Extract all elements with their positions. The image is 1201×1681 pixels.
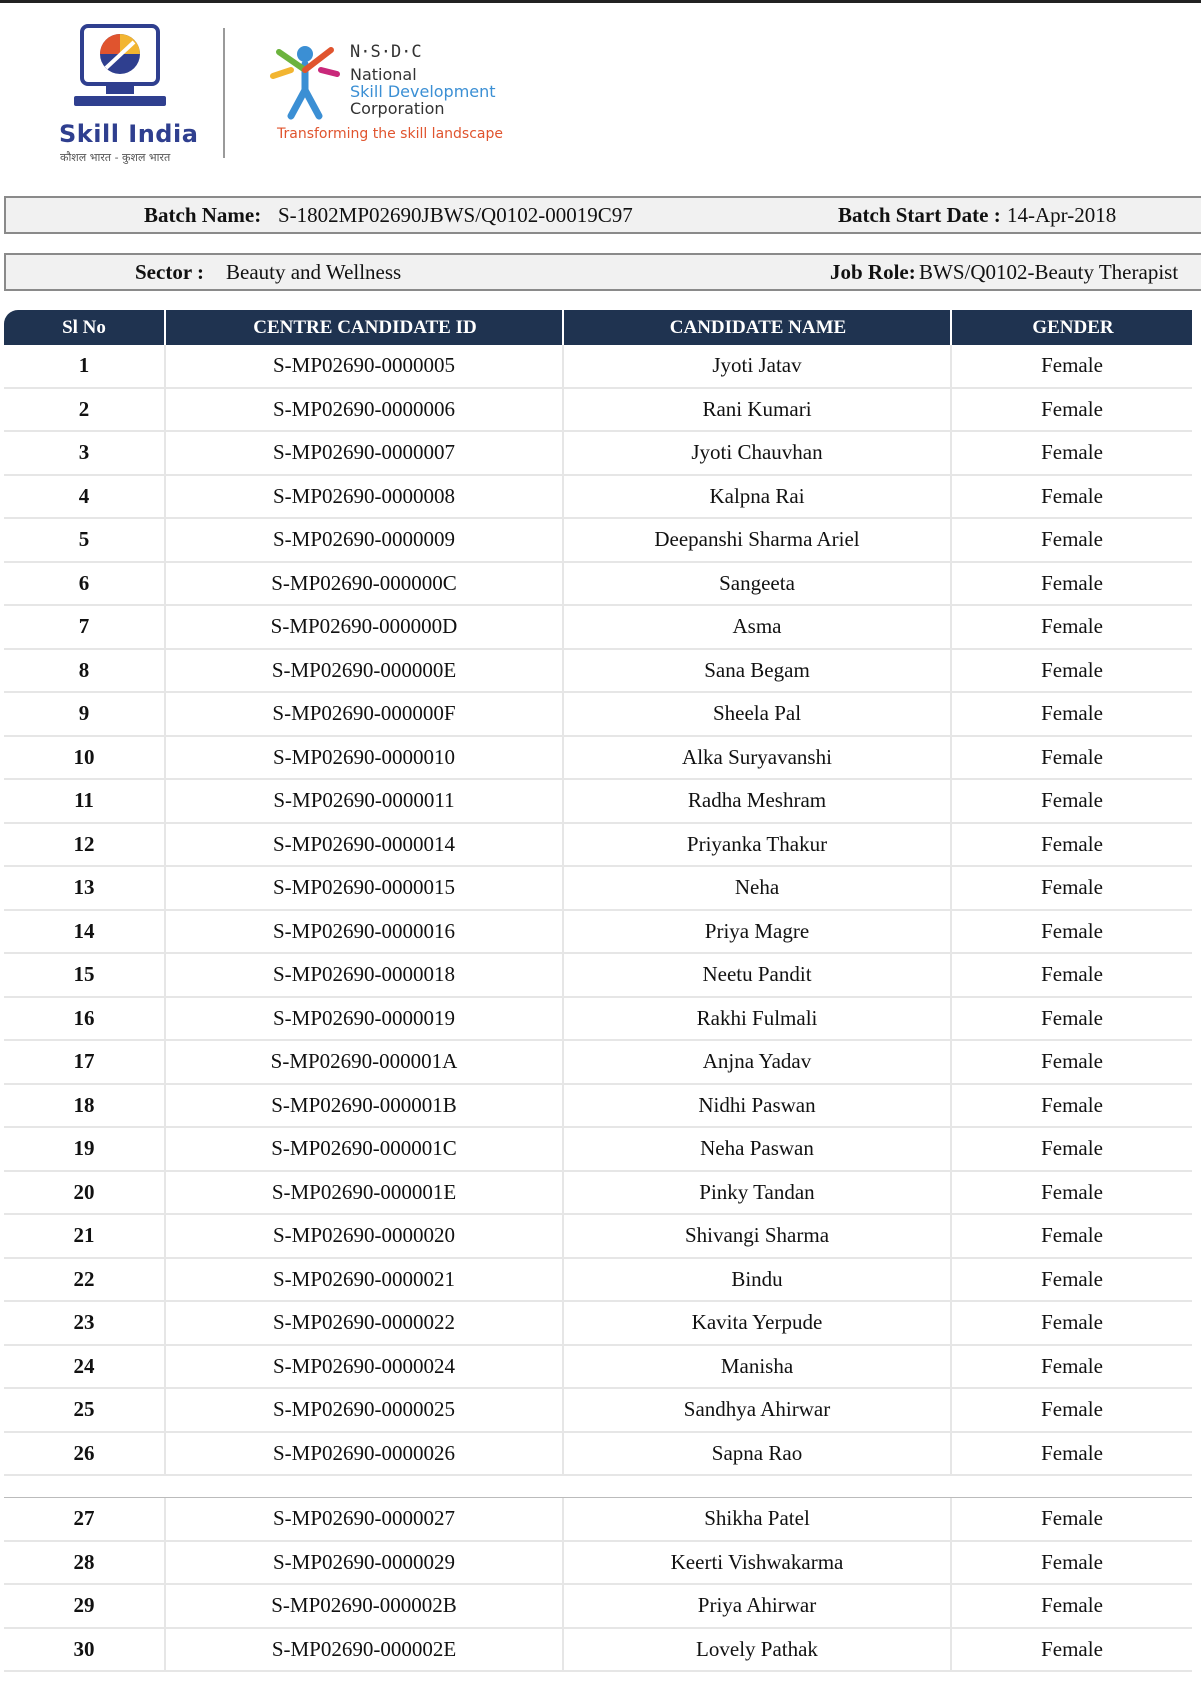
cell-candidate-name: Priyanka Thakur <box>562 824 950 866</box>
cell-gender: Female <box>950 519 1192 561</box>
table-body-page2 <box>4 1497 1192 1672</box>
cell-gender: Female <box>950 998 1192 1040</box>
cell-candidate-name: Manisha <box>562 1346 950 1388</box>
cell-gender: Female <box>950 345 1192 387</box>
cell-candidate-id: S-MP02690-0000008 <box>164 476 562 518</box>
cell-candidate-name: Sheela Pal <box>562 693 950 735</box>
cell-gender: Female <box>950 1433 1192 1475</box>
sector-value: Beauty and Wellness <box>226 260 402 284</box>
batch-name-value: S-1802MP02690JBWS/Q0102-00019C97 <box>278 203 633 227</box>
batch-name-label: Batch Name: <box>144 203 262 227</box>
cell-candidate-id: S-MP02690-0000015 <box>164 867 562 909</box>
table-row <box>4 1346 1192 1390</box>
cell-sl-no: 23 <box>73 1310 95 1334</box>
cell-sl-no: 11 <box>74 788 94 812</box>
table-row <box>4 1542 1192 1586</box>
cell-gender: Female <box>950 1215 1192 1257</box>
cell-candidate-name: Deepanshi Sharma Ariel <box>562 519 950 561</box>
cell-candidate-name: Lovely Pathak <box>562 1629 950 1671</box>
table-row <box>4 1389 1192 1433</box>
table-row <box>4 1433 1192 1477</box>
cell-sl-no: 1 <box>78 353 90 377</box>
cell-gender: Female <box>950 1389 1192 1431</box>
cell-candidate-name: Rakhi Fulmali <box>562 998 950 1040</box>
skill-india-tagline: कौशल भारत - कुशल भारत <box>60 151 171 164</box>
header-candidate-id: CENTRE CANDIDATE ID <box>164 310 564 345</box>
cell-sl-no: 17 <box>73 1049 95 1073</box>
table-row <box>4 911 1192 955</box>
cell-candidate-name: Sana Begam <box>562 650 950 692</box>
table-body-page1 <box>4 345 1192 1476</box>
cell-gender: Female <box>950 1302 1192 1344</box>
cell-candidate-id: S-MP02690-000000F <box>164 693 562 735</box>
cell-candidate-id: S-MP02690-000001E <box>164 1172 562 1214</box>
cell-gender: Female <box>950 1041 1192 1083</box>
cell-candidate-id: S-MP02690-000001A <box>164 1041 562 1083</box>
cell-sl-no: 21 <box>73 1223 95 1247</box>
cell-gender: Female <box>950 1585 1192 1627</box>
cell-candidate-id: S-MP02690-0000014 <box>164 824 562 866</box>
cell-candidate-id: S-MP02690-0000029 <box>164 1542 562 1584</box>
cell-candidate-name: Nidhi Paswan <box>562 1085 950 1127</box>
cell-sl-no: 22 <box>73 1266 95 1291</box>
cell-candidate-name: Neha Paswan <box>562 1128 950 1170</box>
cell-gender: Female <box>950 1542 1192 1584</box>
cell-candidate-id: S-MP02690-000000D <box>164 606 562 648</box>
batch-start-value: 14-Apr-2018 <box>1007 203 1117 227</box>
nsdc-figure-icon <box>265 40 345 120</box>
table-row <box>4 780 1192 824</box>
cell-candidate-name: Jyoti Chauvhan <box>562 432 950 474</box>
header-sl-no: Sl No <box>62 317 106 338</box>
top-border-line <box>0 0 1201 3</box>
table-row <box>4 954 1192 998</box>
cell-sl-no: 18 <box>73 1092 95 1117</box>
logo-divider <box>223 28 225 158</box>
cell-sl-no: 14 <box>73 918 95 943</box>
cell-sl-no: 4 <box>78 483 90 508</box>
cell-candidate-id: S-MP02690-000001C <box>164 1128 562 1170</box>
table-header <box>4 310 1192 345</box>
nsdc-logo <box>265 40 535 160</box>
cell-gender: Female <box>950 737 1192 779</box>
nsdc-name-line2: Skill Development <box>350 82 496 101</box>
cell-candidate-id: S-MP02690-0000016 <box>164 911 562 953</box>
cell-sl-no: 5 <box>78 527 90 551</box>
cell-sl-no: 7 <box>78 614 90 638</box>
table-row <box>4 1215 1192 1259</box>
cell-candidate-name: Jyoti Jatav <box>562 345 950 387</box>
table-row <box>4 1172 1192 1216</box>
cell-gender: Female <box>950 606 1192 648</box>
cell-candidate-id: S-MP02690-0000026 <box>164 1433 562 1475</box>
skill-india-name: Skill India <box>59 120 199 148</box>
cell-candidate-name: Neetu Pandit <box>562 954 950 996</box>
cell-sl-no: 3 <box>78 440 90 464</box>
cell-candidate-name: Anjna Yadav <box>562 1041 950 1083</box>
skill-india-logo <box>56 24 199 174</box>
table-row <box>4 345 1192 389</box>
skill-india-monitor-icon <box>70 24 170 114</box>
cell-gender: Female <box>950 1172 1192 1214</box>
header-candidate-name: CANDIDATE NAME <box>562 310 952 345</box>
sector-label: Sector : <box>135 260 204 284</box>
table-row <box>4 824 1192 868</box>
cell-candidate-name: Pinky Tandan <box>562 1172 950 1214</box>
cell-candidate-id: S-MP02690-000002E <box>164 1629 562 1671</box>
cell-sl-no: 10 <box>73 744 95 769</box>
cell-gender: Female <box>950 824 1192 866</box>
cell-sl-no: 15 <box>73 962 95 986</box>
cell-gender: Female <box>950 389 1192 431</box>
cell-gender: Female <box>950 1128 1192 1170</box>
header-gender: GENDER <box>950 310 1194 345</box>
cell-candidate-name: Radha Meshram <box>562 780 950 822</box>
cell-gender: Female <box>950 780 1192 822</box>
cell-sl-no: 9 <box>78 701 90 725</box>
cell-candidate-name: Sapna Rao <box>562 1433 950 1475</box>
cell-sl-no: 13 <box>73 875 95 899</box>
cell-gender: Female <box>950 911 1192 953</box>
table-row <box>4 998 1192 1042</box>
cell-candidate-id: S-MP02690-000002B <box>164 1585 562 1627</box>
cell-candidate-id: S-MP02690-0000018 <box>164 954 562 996</box>
nsdc-tagline: Transforming the skill landscape <box>277 126 503 142</box>
nsdc-abbreviation: N·S·D·C <box>350 42 422 62</box>
table-row <box>4 389 1192 433</box>
cell-sl-no: 29 <box>73 1593 95 1617</box>
batch-info-bar <box>4 196 1201 234</box>
cell-candidate-name: Asma <box>562 606 950 648</box>
cell-candidate-name: Shikha Patel <box>562 1498 950 1540</box>
cell-sl-no: 28 <box>73 1549 95 1574</box>
cell-gender: Female <box>950 954 1192 996</box>
cell-candidate-name: Bindu <box>562 1259 950 1301</box>
cell-candidate-id: S-MP02690-0000025 <box>164 1389 562 1431</box>
cell-candidate-id: S-MP02690-000001B <box>164 1085 562 1127</box>
cell-candidate-name: Rani Kumari <box>562 389 950 431</box>
table-row <box>4 650 1192 694</box>
cell-sl-no: 2 <box>78 396 90 421</box>
cell-candidate-id: S-MP02690-0000005 <box>164 345 562 387</box>
job-role-label: Job Role: <box>830 260 916 284</box>
table-row <box>4 693 1192 737</box>
table-row <box>4 1302 1192 1346</box>
cell-candidate-name: Shivangi Sharma <box>562 1215 950 1257</box>
cell-candidate-id: S-MP02690-0000020 <box>164 1215 562 1257</box>
cell-candidate-name: Sandhya Ahirwar <box>562 1389 950 1431</box>
table-row <box>4 476 1192 520</box>
table-row <box>4 519 1192 563</box>
cell-candidate-id: S-MP02690-000000E <box>164 650 562 692</box>
cell-sl-no: 24 <box>73 1353 95 1378</box>
cell-candidate-id: S-MP02690-0000011 <box>164 780 562 822</box>
cell-candidate-name: Neha <box>562 867 950 909</box>
cell-gender: Female <box>950 1498 1192 1540</box>
cell-sl-no: 20 <box>73 1179 95 1204</box>
cell-candidate-name: Kavita Yerpude <box>562 1302 950 1344</box>
cell-candidate-id: S-MP02690-0000019 <box>164 998 562 1040</box>
cell-gender: Female <box>950 476 1192 518</box>
table-row <box>4 1259 1192 1303</box>
cell-sl-no: 6 <box>78 570 90 595</box>
cell-candidate-id: S-MP02690-0000024 <box>164 1346 562 1388</box>
cell-gender: Female <box>950 867 1192 909</box>
cell-sl-no: 19 <box>73 1136 95 1160</box>
nsdc-name-line3: Corporation <box>350 99 445 118</box>
cell-candidate-id: S-MP02690-0000010 <box>164 737 562 779</box>
cell-sl-no: 16 <box>73 1005 95 1030</box>
table-row <box>4 432 1192 476</box>
cell-candidate-name: Keerti Vishwakarma <box>562 1542 950 1584</box>
sector-info-bar <box>4 253 1201 291</box>
cell-candidate-id: S-MP02690-0000009 <box>164 519 562 561</box>
cell-candidate-name: Alka Suryavanshi <box>562 737 950 779</box>
cell-gender: Female <box>950 1085 1192 1127</box>
cell-gender: Female <box>950 693 1192 735</box>
table-row <box>4 1128 1192 1172</box>
table-row <box>4 1585 1192 1629</box>
cell-gender: Female <box>950 1259 1192 1301</box>
table-row <box>4 1041 1192 1085</box>
cell-candidate-name: Sangeeta <box>562 563 950 605</box>
cell-sl-no: 26 <box>73 1440 95 1465</box>
table-row <box>4 1629 1192 1673</box>
cell-sl-no: 25 <box>73 1397 95 1421</box>
cell-sl-no: 8 <box>78 657 90 682</box>
cell-sl-no: 27 <box>73 1506 95 1530</box>
cell-gender: Female <box>950 563 1192 605</box>
cell-candidate-id: S-MP02690-000000C <box>164 563 562 605</box>
cell-candidate-id: S-MP02690-0000021 <box>164 1259 562 1301</box>
table-row <box>4 867 1192 911</box>
cell-candidate-name: Kalpna Rai <box>562 476 950 518</box>
cell-candidate-id: S-MP02690-0000022 <box>164 1302 562 1344</box>
cell-gender: Female <box>950 650 1192 692</box>
cell-candidate-id: S-MP02690-0000006 <box>164 389 562 431</box>
batch-start-label: Batch Start Date : <box>838 203 1001 227</box>
cell-gender: Female <box>950 1346 1192 1388</box>
cell-gender: Female <box>950 432 1192 474</box>
job-role-value: BWS/Q0102-Beauty Therapist <box>919 260 1179 284</box>
table-row <box>4 563 1192 607</box>
table-row <box>4 606 1192 650</box>
table-row <box>4 1498 1192 1542</box>
table-row <box>4 1085 1192 1129</box>
cell-candidate-id: S-MP02690-0000007 <box>164 432 562 474</box>
nsdc-name-line1: National <box>350 65 417 84</box>
cell-candidate-id: S-MP02690-0000027 <box>164 1498 562 1540</box>
cell-sl-no: 30 <box>73 1636 95 1661</box>
cell-sl-no: 12 <box>73 831 95 856</box>
table-row <box>4 737 1192 781</box>
cell-candidate-name: Priya Ahirwar <box>562 1585 950 1627</box>
cell-candidate-name: Priya Magre <box>562 911 950 953</box>
cell-gender: Female <box>950 1629 1192 1671</box>
